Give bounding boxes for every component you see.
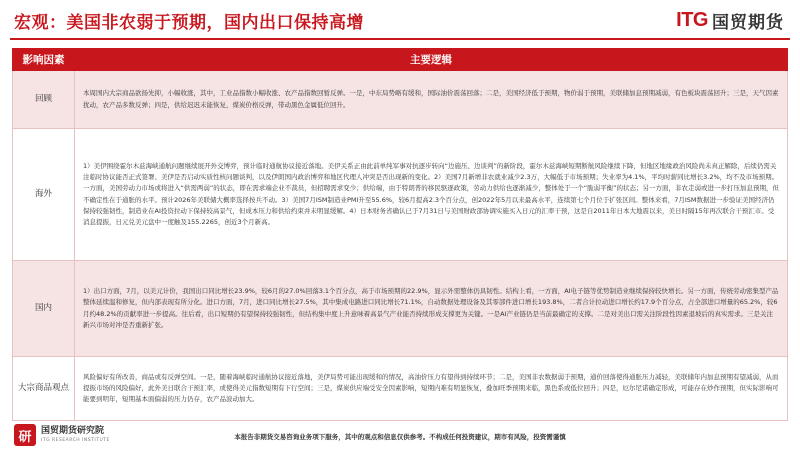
header-logic: 主要逻辑 (75, 49, 788, 71)
table-row (13, 261, 788, 357)
logic-table (12, 48, 788, 421)
header-factor: 影响因素 (13, 49, 75, 71)
factor-cell: 大宗商品观点 (13, 357, 75, 421)
footer (0, 422, 800, 450)
brand-logo (676, 8, 784, 33)
table-row (13, 129, 788, 261)
logic-cell: 1）出口方面，7月，以美元计价，我国出口同比增长23.9%，较6月的27.0%回落3.1个百分点，高于市场预期的22.9%，显示外需整体仍具韧性。结构上看，一方面，AI电子链等优势制造业继续保持较快增长。另一方面，传统劳动密集型产品整体延续温和修复，但内部表现有所分化。进口方面，7月，进口同比增长27.5%，其中集成电路进口同比增长71.1%，自动数据处理设备及其零部件进口增长193.8%，二者合计拉动进口增长约17.9个百分点，占全部进口增量的65.2%，较6月约48.2%的贡献率进一步提高。往后看，出口短期仍有望保持较强韧性，但结构集中度上升意味着高景气产业能否持续形成支撑更为关键。一是AI产业链仍是当前最确定的支撑。二是对美出口需关注阶段性因素退坡后的真实需求。三是关注新兴市场对冲是否重新扩张。 (75, 261, 788, 357)
page-title: 宏观：美国非农弱于预期，国内出口保持高增 (14, 13, 364, 33)
logo-mark: ITG (676, 9, 708, 31)
table-row (13, 71, 788, 129)
logic-cell: 本周国内大宗商品欲扬先抑，小幅收涨，其中，工业品指数小幅收涨、农产品指数回暂反弹。一是，中东局势略有缓和，国际油价震荡回落；二是，美国经济低于预期，物价弱于预期，美联储加息预期减弱，有色板块震荡回升；三是，天气因素扰动，农产品多数反弹；四是，供给迟迟未能恢复，煤炭价格反弹，带动黑色金属低位回升。 (75, 71, 788, 129)
factor-cell: 海外 (13, 129, 75, 261)
disclaimer: 本报告非期货交易咨询业务项下服务，其中的观点和信息仅供参考。不构成任何投资建议，期市有风险，投资需谨慎 (234, 433, 566, 441)
table-header-row (13, 49, 788, 71)
table-row (13, 357, 788, 421)
factor-cell: 国内 (13, 261, 75, 357)
logic-cell: 1）美伊围绕霍尔木兹海峡通航问题继续展开外交博弈，预计临时通航协议接近落地。美伊关系正由此前单纯军事对抗逐步转向“边施压、边谈判”的新阶段，霍尔木兹海峡短期断航风险继续下降，但地区地缘政治风险尚未真正解除，后续仍需关注临时协议能否正式签署、美伊是否启动实质性核问题谈判，以及伊朗国内政治博弈和地区代理人冲突是否出现新的变化。2）美国7月新增非农就业减少2.3万，大幅低于市场预期；失业率为4.1%，平均时薪同比增长3.2%，均不及市场预期。一方面，美国劳动力市场或将进入“供需两弱”的状态，即在需求端企业不裁员，但招聘需求变少；供给端，由于特朗普的移民驱逐政策，劳动力供给也逐渐减少，整体处于一个“脆弱平衡”的状态；另一方面，非农走弱或进一步打压加息预期，但不确定性在于通胀的水平。预计2026年美联储大概率选择按兵不动。3）美国7月ISM制造业PMI升至55.6%，较6月提高2.3个百分点，创2022年5月以来最高水平，连续第七个月位于扩张区间。整体来看，7月ISM数据进一步验证美国经济仍保持较强韧性，制造业在AI投资拉动下保持较高景气，但成本压力和供给约束并未明显缓解。4）日本财务省确认已于7月31日与美国财政部协调实施买入日元的汇率干预，这是自2011年日本大地震以来，美日时隔15年再次联合干预汇市。受消息提振，日元兑美元盘中一度触及155.2265，创近3个月新高。 (75, 129, 788, 261)
seal-icon: 研 (14, 424, 36, 446)
factor-cell: 回顾 (13, 71, 75, 129)
header-divider (10, 38, 790, 40)
header (0, 0, 800, 40)
institute-name-en: ITG RESEARCH INSTITUTE (41, 438, 110, 443)
institute-name: 国贸期货研究院 (41, 426, 105, 436)
logo-text: 国贸期货 (712, 13, 784, 33)
logic-cell: 风险偏好有所改善，商品或有反弹空间。一是，随着海峡临时通航协议接近落地，美伊局势可能出现缓和的情况，高油价压力有望得到持续环节；二是，美国非农数据弱于预期，通价回落使得通胀压力减轻，美联储年内加息预期有望减弱，从而提振市场的风险偏好，此外美日联合干预汇率，或使得美元指数短期有下行空间；三是，煤炭供应端受安全因素影响，短期内难有明显恢复，叠加旺季预期来临，黑色系或低位回升；四是，厄尔尼诺确定形成，可能存在炒作预期，但实际影响可能要到明年，短期基本面偏弱的压力仍存，农产品波动加大。 (75, 357, 788, 421)
